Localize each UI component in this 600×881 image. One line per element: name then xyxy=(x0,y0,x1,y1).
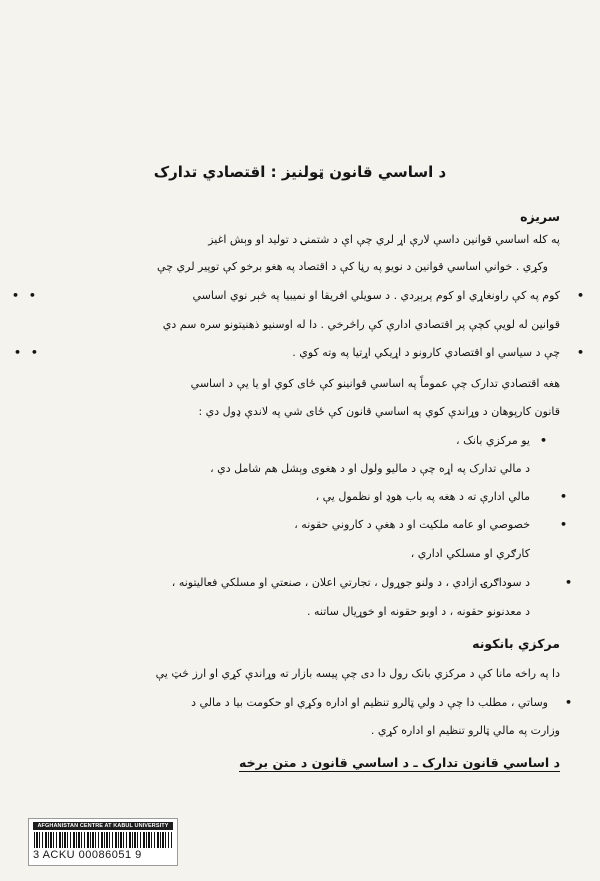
bullet-icon: • xyxy=(560,490,571,503)
list-item: مالي ادارې ته د هغه په باب هوډ او نظمول يې ، xyxy=(315,490,530,503)
paragraph-line: وزارت په مالي ټالرو تنظيم او اداره کړي . xyxy=(370,724,560,737)
page-title: د اساسي قانون ټولنيز : اقتصادي تدارک xyxy=(153,163,447,181)
section-heading-introduction: سريزه xyxy=(520,209,560,224)
bullet-icon: • xyxy=(565,696,576,709)
barcode-icon xyxy=(34,832,172,848)
bullet-icon: • xyxy=(540,434,551,447)
paragraph-line: په کله اساسي قوانين داسې لارې اړ لري چې اې د شتمنۍ د توليد او وېش اغيز xyxy=(208,233,560,246)
paragraph-line: هغه اقتصادي تدارک چې عموماً په اساسي قوانينو کې ځاى کوي او يا يې د اساسي xyxy=(190,377,560,390)
list-item: خصوصي او عامه ملکيت او د هغې د کاروني حقونه ، xyxy=(294,518,530,531)
list-item: د سوداګرۍ ازادي ، د ولنو جوړول ، تجارتي اعلان ، صنعتي او مسلکي فعاليتونه ، xyxy=(171,576,530,589)
paragraph-line: وساتي ، مطلب دا چې د ولي ټالرو تنظيم او اداره وکړي او حکومت بيا د مالي د xyxy=(191,696,548,709)
margin-bullet-icon: • xyxy=(577,289,588,302)
section-footer-heading: د اساسي قانون تدارک ـ د اساسي قانون د متن برخه xyxy=(239,755,560,770)
section-heading-central-banks: مرکزي بانکونه xyxy=(472,636,560,651)
paragraph-line: کوم په کې راونغاړي او کوم پرېږدي . د سويلي افريقا او نميبيا په څېر نوي اساسي xyxy=(192,289,560,302)
library-name: AFGHANISTAN CENTRE AT KABUL UNIVERSITY xyxy=(33,822,173,830)
paragraph-line: دا په راخه مانا کې د مرکزي بانک رول دا دی چې پيسه بازار ته وړاندې کړي او ارز څټ يې xyxy=(155,667,560,680)
paragraph-line: وکړي . خواني اساسي قوانين د نويو په رڼا کې د اقتصاد په هغو برخو کې توپير لري چې xyxy=(157,260,548,273)
paragraph-line: قانون کارپوهان د وړاندې کوي په اساسي قانون کې ځاى شي په لاندې ډول دي : xyxy=(198,405,560,418)
bullet-icon: • xyxy=(565,576,576,589)
list-item: کارګري او مسلکي اداري ، xyxy=(410,547,530,560)
paragraph-line: قوانين له لويې کچې پر اقتصادي ادارې کې راڅرخي . دا له اوسنيو ذهنيتونو سره سم دي xyxy=(162,318,560,331)
paragraph-line: چې د سياسي او اقتصادي کارونو د اړيکي اړتيا په وته کوي . xyxy=(292,346,560,359)
list-item: د مالي تدارک په اړه چې د ماليو ولول او د هغوى وېشل هم شامل دي ، xyxy=(210,462,530,475)
list-item: د معدنونو حقونه ، د اوبو حقونه او خوړيال ساتنه . xyxy=(307,605,530,618)
margin-bullet-icon: • • xyxy=(12,289,39,302)
barcode-number: 3 ACKU 00086051 9 xyxy=(33,849,142,861)
margin-bullet-icon: • • xyxy=(14,346,41,359)
list-item: يو مرکزي بانک ، xyxy=(456,434,530,447)
bullet-icon: • xyxy=(560,518,571,531)
margin-bullet-icon: • xyxy=(577,346,588,359)
library-barcode-label xyxy=(28,818,178,866)
